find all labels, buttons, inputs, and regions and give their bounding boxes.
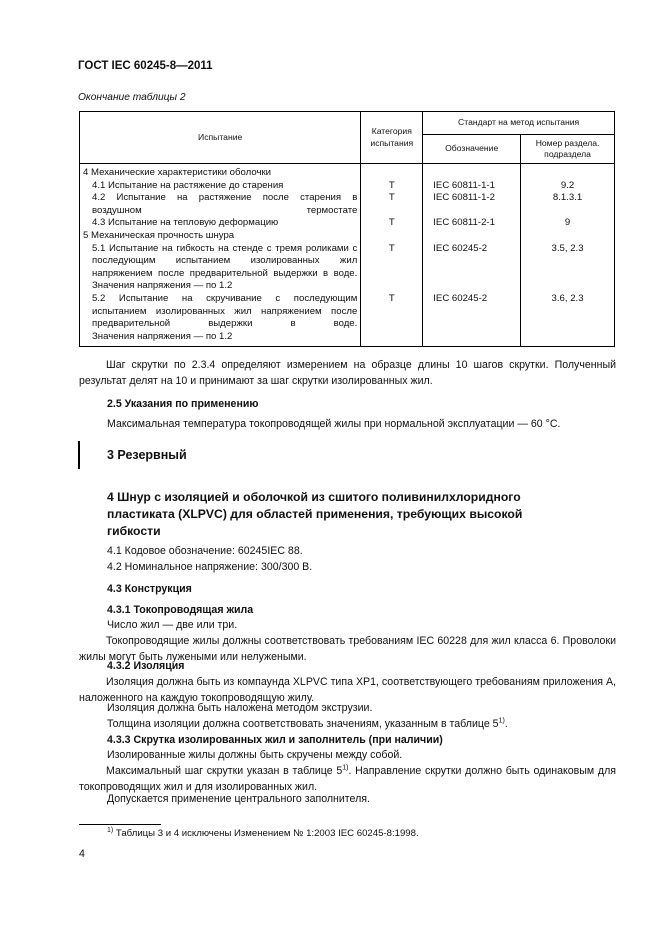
paragraph-max-temp: Максимальная температура токопроводящей жилы при нормальной эксплуатации — 60 °С.: [107, 418, 561, 430]
heading-2-5: 2.5 Указания по применению: [107, 398, 259, 410]
paragraph-4-2: 4.2 Номинальное напряжение: 300/300 В.: [107, 561, 313, 573]
table-row: 4 Механические характеристики оболочки: [80, 164, 615, 180]
footnote-ref: 1): [342, 764, 349, 772]
paragraph-insulation-3: Толщина изоляции должна соответствовать значениям, указанным в таблице 5$^{1)}$.: [107, 717, 508, 730]
page-number: 4: [79, 848, 85, 860]
paragraph-insulation-2: Изоляция должна быть наложена методом экструзии.: [107, 702, 373, 714]
table-row: 5.1 Испытание на гибкость на стенде с тремя роликами с последующим испытанием изолированных жил напряжением после предварительной выдержки в воде. Т IEC 60245-2 3.5, 2.3: [80, 243, 615, 281]
paragraph-twist-1: Изолированные жилы должны быть скручены между собой.: [107, 749, 403, 761]
heading-4-3-3: 4.3.3 Скрутка изолированных жил и заполнитель (при наличии): [107, 734, 443, 746]
footnote: $^{1)}$ Таблицы 3 и 4 исключены Изменением № 1:2003 IEC 60245-8:1998.: [107, 826, 419, 839]
heading-4-3-1: 4.3.1 Токопроводящая жила: [107, 604, 254, 616]
table-row: Значения напряжения — по 1.2: [80, 280, 615, 293]
table-row: 4.1 Испытание на растяжение до старения Т IEC 60811-1-1 9.2: [80, 180, 615, 193]
col-header-section: Номер раздела. подраздела: [521, 135, 615, 164]
document-header: ГОСТ IEC 60245-8—2011: [78, 60, 213, 72]
paragraph-conductors: Токопроводящие жилы должны соответствовать требованиям IEC 60228 для жил класса 6. Проволоки жилы могут быть лужеными или нелужеными.: [79, 635, 616, 663]
footnote-ref: 1): [498, 717, 505, 725]
paragraph-filler: Допускается применение центрального заполнителя.: [107, 793, 370, 805]
table-2: [79, 111, 615, 347]
heading-4-3: 4.3 Конструкция: [107, 583, 192, 595]
table-row: Значения напряжения — по 1.2: [80, 331, 615, 347]
footnote-separator: [79, 824, 161, 825]
paragraph-twist-2: Максимальный шаг скрутки указан в таблице 5$^{1)}$. Направление скрутки должно быть одинаковым для токопроводящих жил и для изолированных жил.: [79, 764, 616, 793]
col-header-category: Категория испытания: [361, 112, 423, 164]
heading-4: 4 Шнур с изоляцией и оболочкой из сшитого поливинилхлоридного пластиката (XLPVC) для областей применения, требующих высокой гибкости: [107, 490, 523, 538]
change-bar: [78, 441, 80, 469]
table-caption: Окончание таблицы 2: [78, 92, 186, 103]
heading-4-3-2: 4.3.2 Изоляция: [107, 660, 185, 672]
col-header-designation: Обозначение: [423, 135, 521, 164]
paragraph-twist-pitch: Шаг скрутки по 2.3.4 определяют измерением на образце длины 10 шагов скрутки. Полученный результат делят на 10 и принимают за шаг скрутки изолированных жил.: [79, 359, 616, 387]
table-row: 5.2 Испытание на скручивание с последующим испытанием изолированных жил напряжением после предварительной выдержки в воде. Т IEC 60245-2 3.6, 2.3: [80, 293, 615, 331]
table-row: 4.3 Испытание на тепловую деформацию Т IEC 60811-2-1 9: [80, 217, 615, 230]
paragraph-cores: Число жил — две или три.: [107, 619, 238, 631]
table-row: 5 Механическая прочность шнура: [80, 230, 615, 243]
paragraph-insulation-1: Изоляция должна быть из компаунда XLPVC типа XP1, соответствующего требованиям приложения А, наложенного на каждую токопроводящую жилу.: [79, 676, 616, 704]
table-row: 4.2 Испытание на растяжение после старения в воздушном термостате Т IEC 60811-1-2 8.1.3.1: [80, 192, 615, 217]
col-header-test: Испытание: [80, 112, 361, 164]
col-header-standard: Стандарт на метод испытания: [423, 112, 615, 135]
paragraph-4-1: 4.1 Кодовое обозначение: 60245IEC 88.: [107, 545, 303, 557]
heading-3: 3 Резервный: [107, 448, 187, 462]
